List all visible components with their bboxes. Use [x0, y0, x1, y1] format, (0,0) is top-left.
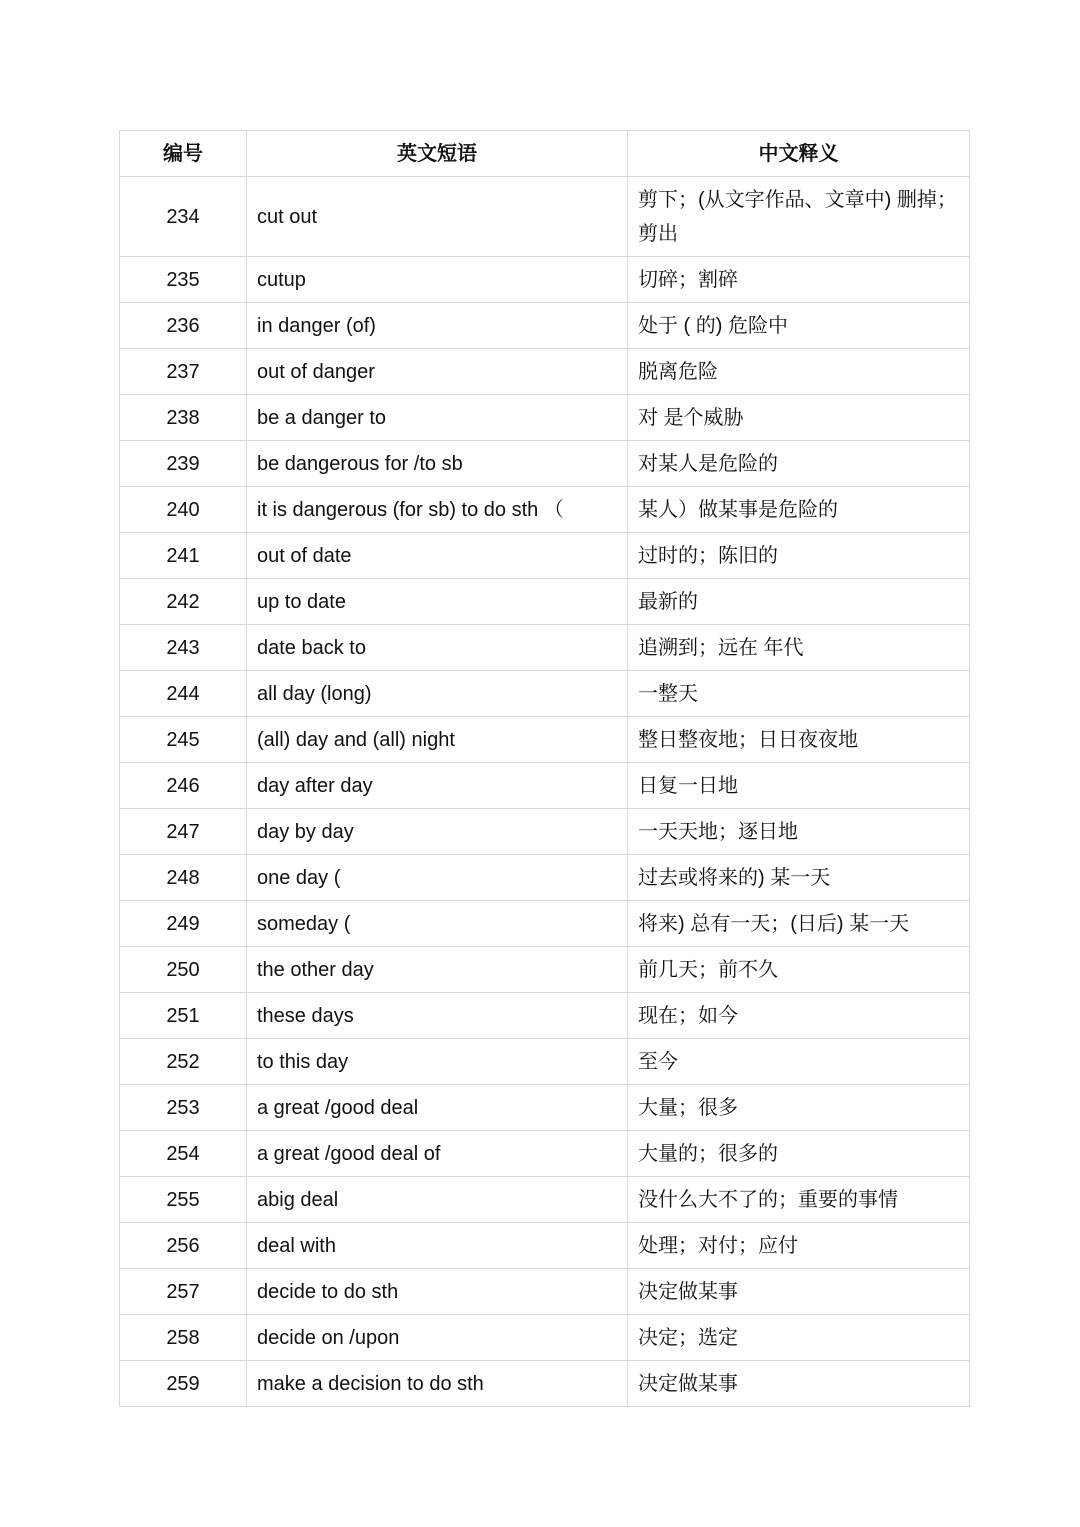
- row-number: 250: [120, 947, 247, 993]
- row-number: 258: [120, 1315, 247, 1361]
- row-chinese-meaning: 切碎；割碎: [628, 257, 970, 303]
- row-number: 259: [120, 1361, 247, 1407]
- row-chinese-meaning: 决定做某事: [628, 1269, 970, 1315]
- row-number: 236: [120, 303, 247, 349]
- row-english-phrase: cutup: [247, 257, 628, 303]
- row-number: 241: [120, 533, 247, 579]
- row-number: 256: [120, 1223, 247, 1269]
- header-english-phrase: 英文短语: [247, 131, 628, 177]
- table-row: [120, 257, 970, 303]
- row-number: 239: [120, 441, 247, 487]
- row-chinese-meaning: 一天天地；逐日地: [628, 809, 970, 855]
- row-chinese-meaning: 剪下；(从文字作品、文章中) 删掉；剪出: [628, 177, 970, 257]
- row-english-phrase: (all) day and (all) night: [247, 717, 628, 763]
- row-english-phrase: a great /good deal: [247, 1085, 628, 1131]
- row-chinese-meaning: 一整天: [628, 671, 970, 717]
- row-chinese-meaning: 大量的；很多的: [628, 1131, 970, 1177]
- row-chinese-meaning: 脱离危险: [628, 349, 970, 395]
- header-number: 编号: [120, 131, 247, 177]
- row-english-phrase: one day (: [247, 855, 628, 901]
- row-english-phrase: decide to do sth: [247, 1269, 628, 1315]
- row-number: 248: [120, 855, 247, 901]
- table-row: [120, 855, 970, 901]
- row-english-phrase: all day (long): [247, 671, 628, 717]
- row-english-phrase: be dangerous for /to sb: [247, 441, 628, 487]
- table-row: [120, 177, 970, 257]
- row-number: 240: [120, 487, 247, 533]
- table-row: [120, 901, 970, 947]
- row-english-phrase: decide on /upon: [247, 1315, 628, 1361]
- row-number: 257: [120, 1269, 247, 1315]
- row-chinese-meaning: 至今: [628, 1039, 970, 1085]
- table-row: [120, 717, 970, 763]
- row-number: 245: [120, 717, 247, 763]
- row-english-phrase: in danger (of): [247, 303, 628, 349]
- phrase-table: [119, 130, 970, 1407]
- row-number: 246: [120, 763, 247, 809]
- table-row: [120, 1131, 970, 1177]
- row-english-phrase: abig deal: [247, 1177, 628, 1223]
- table-row: [120, 579, 970, 625]
- table-row: [120, 1315, 970, 1361]
- row-english-phrase: a great /good deal of: [247, 1131, 628, 1177]
- row-number: 243: [120, 625, 247, 671]
- row-english-phrase: day after day: [247, 763, 628, 809]
- row-chinese-meaning: 某人）做某事是危险的: [628, 487, 970, 533]
- table-row: [120, 671, 970, 717]
- row-number: 242: [120, 579, 247, 625]
- row-chinese-meaning: 过去或将来的) 某一天: [628, 855, 970, 901]
- row-english-phrase: cut out: [247, 177, 628, 257]
- row-chinese-meaning: 大量；很多: [628, 1085, 970, 1131]
- row-english-phrase: deal with: [247, 1223, 628, 1269]
- row-english-phrase: someday (: [247, 901, 628, 947]
- header-chinese-meaning: 中文释义: [628, 131, 970, 177]
- row-chinese-meaning: 前几天；前不久: [628, 947, 970, 993]
- table-row: [120, 1223, 970, 1269]
- table-row: [120, 625, 970, 671]
- table-body: [120, 177, 970, 1407]
- table-row: [120, 441, 970, 487]
- row-chinese-meaning: 没什么大不了的；重要的事情: [628, 1177, 970, 1223]
- table-row: [120, 1085, 970, 1131]
- row-chinese-meaning: 处理；对付；应付: [628, 1223, 970, 1269]
- table-row: [120, 763, 970, 809]
- row-english-phrase: these days: [247, 993, 628, 1039]
- row-chinese-meaning: 现在；如今: [628, 993, 970, 1039]
- row-chinese-meaning: 处于 ( 的) 危险中: [628, 303, 970, 349]
- row-number: 249: [120, 901, 247, 947]
- row-english-phrase: out of danger: [247, 349, 628, 395]
- row-number: 252: [120, 1039, 247, 1085]
- table-row: [120, 395, 970, 441]
- table-row: [120, 1177, 970, 1223]
- row-chinese-meaning: 最新的: [628, 579, 970, 625]
- row-number: 237: [120, 349, 247, 395]
- row-english-phrase: it is dangerous (for sb) to do sth （: [247, 487, 628, 533]
- row-chinese-meaning: 对 是个威胁: [628, 395, 970, 441]
- table-row: [120, 1269, 970, 1315]
- row-number: 247: [120, 809, 247, 855]
- table-row: [120, 349, 970, 395]
- table-row: [120, 947, 970, 993]
- row-english-phrase: out of date: [247, 533, 628, 579]
- row-number: 234: [120, 177, 247, 257]
- row-english-phrase: be a danger to: [247, 395, 628, 441]
- row-english-phrase: date back to: [247, 625, 628, 671]
- phrase-table-container: [119, 130, 969, 1407]
- table-row: [120, 993, 970, 1039]
- row-chinese-meaning: 将来) 总有一天；(日后) 某一天: [628, 901, 970, 947]
- row-chinese-meaning: 过时的；陈旧的: [628, 533, 970, 579]
- row-chinese-meaning: 决定做某事: [628, 1361, 970, 1407]
- table-row: [120, 487, 970, 533]
- row-chinese-meaning: 整日整夜地；日日夜夜地: [628, 717, 970, 763]
- row-chinese-meaning: 日复一日地: [628, 763, 970, 809]
- table-row: [120, 303, 970, 349]
- row-number: 253: [120, 1085, 247, 1131]
- row-english-phrase: day by day: [247, 809, 628, 855]
- row-number: 244: [120, 671, 247, 717]
- row-chinese-meaning: 追溯到；远在 年代: [628, 625, 970, 671]
- table-row: [120, 1361, 970, 1407]
- row-chinese-meaning: 对某人是危险的: [628, 441, 970, 487]
- row-english-phrase: to this day: [247, 1039, 628, 1085]
- row-number: 254: [120, 1131, 247, 1177]
- table-row: [120, 533, 970, 579]
- row-number: 251: [120, 993, 247, 1039]
- row-english-phrase: the other day: [247, 947, 628, 993]
- row-number: 238: [120, 395, 247, 441]
- row-english-phrase: up to date: [247, 579, 628, 625]
- row-chinese-meaning: 决定；选定: [628, 1315, 970, 1361]
- table-header-row: [120, 131, 970, 177]
- table-row: [120, 1039, 970, 1085]
- row-english-phrase: make a decision to do sth: [247, 1361, 628, 1407]
- row-number: 255: [120, 1177, 247, 1223]
- row-number: 235: [120, 257, 247, 303]
- table-row: [120, 809, 970, 855]
